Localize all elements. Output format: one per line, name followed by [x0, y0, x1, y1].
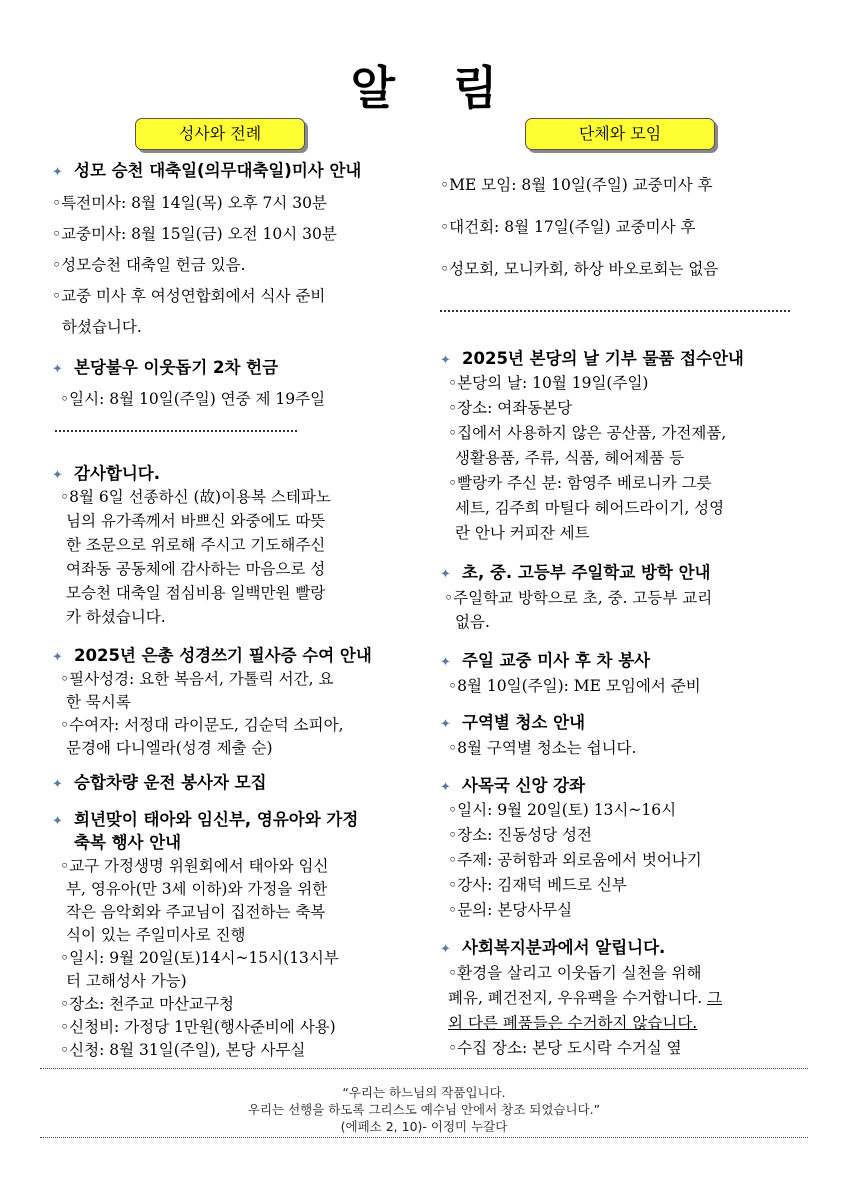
section-heading: ✦ 2025년 은총 성경쓰기 필사증 수여 안내 — [52, 645, 372, 669]
section-heading: ✦ 주일 교중 미사 후 차 봉사 — [440, 650, 650, 674]
text-line: ◦신청비: 가정당 1만원(행사준비에 사용) — [60, 1018, 336, 1036]
text-line: 님의 유가족께서 바쁘신 와중에도 따뜻 — [66, 512, 326, 530]
text-line: 모승천 대축일 점심비용 일백만원 빨랑 — [66, 584, 326, 602]
section-heading: ✦ 초, 중. 고등부 주일학교 방학 안내 — [440, 562, 710, 586]
text-line: ◦성모승천 대축일 헌금 있음. — [52, 256, 246, 274]
text-line: ◦성모회, 모니카회, 하상 바오로회는 없음 — [440, 260, 719, 278]
section-heading: ✦ 구역별 청소 안내 — [440, 712, 585, 736]
text-line: ◦환경을 살리고 이웃돕기 실천을 위해 — [448, 964, 702, 982]
text-line: ◦수여자: 서정대 라이문도, 김순덕 소피아, — [60, 716, 344, 734]
text-line: ◦수집 장소: 본당 도시락 수거실 옆 — [448, 1039, 682, 1057]
section-heading: ✦ 승합차량 운전 봉사자 모집 — [52, 772, 267, 796]
text-line: 여좌동 공동체에 감사하는 마음으로 성 — [66, 560, 326, 578]
text-line: 터 고해성사 가능) — [66, 972, 187, 990]
dotted-divider — [55, 430, 297, 432]
diamond-bullet-icon: ✦ — [440, 942, 451, 957]
text-line: ◦8월 6일 선종하신 (故)이용복 스테파노 — [60, 488, 331, 506]
text-line: 작은 음악회와 주교님이 집전하는 축복 — [66, 903, 326, 921]
diamond-bullet-icon: ✦ — [52, 650, 63, 665]
diamond-bullet-icon: ✦ — [440, 353, 451, 368]
text-line: ◦대건회: 8월 17일(주일) 교중미사 후 — [440, 218, 696, 236]
text-line: 식이 있는 주일미사로 진행 — [66, 926, 246, 944]
text-line: ◦필사성경: 요한 복음서, 가톨릭 서간, 요 — [60, 670, 334, 688]
diamond-bullet-icon: ✦ — [440, 655, 451, 670]
text-line: 문경애 다니엘라(성경 제출 순) — [66, 739, 273, 757]
text-line: ◦집에서 사용하지 않은 공산품, 가전제품, — [448, 424, 727, 442]
text-line: 부, 영유아(만 3세 이하)와 가정을 위한 — [66, 880, 328, 898]
text-line-underlined: 외 다른 폐품들은 수거하지 않습니다. — [448, 1014, 698, 1032]
section-heading: ✦ 2025년 본당의 날 기부 물품 접수안내 — [440, 348, 744, 372]
text-line: ◦8월 10일(주일): ME 모임에서 준비 — [448, 677, 701, 695]
diamond-bullet-icon: ✦ — [440, 567, 451, 582]
text-line: 없음. — [455, 613, 490, 631]
footer-quote-line: 우리는 선행을 하도록 그리스도 예수님 안에서 창조 되었습니다.” — [247, 1102, 601, 1117]
diamond-bullet-icon: ✦ — [440, 717, 451, 732]
footer-quote-line: “우리는 하느님의 작품입니다. — [342, 1085, 506, 1100]
section-heading: ✦ 감사합니다. — [52, 463, 160, 487]
text-line: 란 안나 커피잔 세트 — [455, 524, 590, 542]
page-title: 알림 — [350, 61, 556, 115]
right-section-tab: 단체와 모임 — [525, 118, 715, 150]
text-line: 폐유, 폐건전지, 우유팩을 수거합니다. 그 — [448, 989, 723, 1007]
text-line: ◦장소: 여좌동본당 — [448, 399, 573, 417]
text-line: 한 조문으로 위로해 주시고 기도해주신 — [66, 536, 326, 554]
section-heading: ✦ 성모 승천 대축일(의무대축일)미사 안내 — [52, 160, 361, 184]
section-heading: ✦ 사목국 신앙 강좌 — [440, 775, 585, 799]
section-heading: ✦ 사회복지분과에서 알립니다. — [440, 937, 665, 961]
text-line: ◦문의: 본당사무실 — [448, 901, 573, 919]
diamond-bullet-icon: ✦ — [52, 777, 63, 792]
text-line: ◦교구 가정생명 위원회에서 태아와 임신 — [60, 857, 329, 875]
text-line: ◦주일학교 방학으로 초, 중. 고등부 교리 — [444, 589, 713, 607]
text-line: 카 하셨습니다. — [66, 608, 166, 626]
text-line: 하셨습니다. — [62, 318, 142, 336]
footer-top-divider — [40, 1068, 808, 1069]
footer-citation: (에페소 2, 10)- 이정미 누갈다 — [340, 1119, 508, 1134]
diamond-bullet-icon: ✦ — [52, 814, 63, 829]
text-line: ◦교중 미사 후 여성연합회에서 식사 준비 — [52, 287, 326, 305]
text-line: ◦주제: 공허함과 외로움에서 벗어나기 — [448, 851, 702, 869]
diamond-bullet-icon: ✦ — [440, 780, 451, 795]
text-line: ◦장소: 천주교 마산교구청 — [60, 995, 234, 1013]
text-line: ◦특전미사: 8월 14일(목) 오후 7시 30분 — [52, 194, 327, 212]
text-line: ◦8월 구역별 청소는 쉽니다. — [448, 739, 637, 757]
text-line: ◦빨랑카 주신 분: 함영주 베로니카 그릇 — [448, 474, 712, 492]
text-line: ◦본당의 날: 10월 19일(주일) — [448, 374, 649, 392]
text-line: 한 묵시록 — [66, 693, 131, 711]
text-line: ◦강사: 김재덕 베드로 신부 — [448, 876, 627, 894]
text-line: ◦장소: 진동성당 성전 — [448, 826, 593, 844]
text-line: 세트, 김주희 마틸다 헤어드라이기, 성영 — [455, 499, 725, 517]
diamond-bullet-icon: ✦ — [52, 362, 63, 377]
section-heading-cont: 축복 행사 안내 — [74, 833, 182, 852]
footer-bottom-divider — [40, 1137, 808, 1138]
section-heading: ✦ 본당불우 이웃돕기 2차 헌금 — [52, 357, 278, 381]
text-line: ◦일시: 9월 20일(토)14시~15시(13시부 — [60, 949, 339, 967]
diamond-bullet-icon: ✦ — [52, 468, 63, 483]
section-heading: ✦ 희년맞이 태아와 임신부, 영유아와 가정 — [52, 809, 358, 833]
text-line: ◦교중미사: 8월 15일(금) 오전 10시 30분 — [52, 225, 337, 243]
dotted-divider — [440, 310, 790, 312]
text-line: 생활용품, 주류, 식품, 헤어제품 등 — [455, 449, 685, 467]
text-line: ◦ME 모임: 8월 10일(주일) 교중미사 후 — [440, 176, 713, 194]
text-line: ◦신청: 8월 31일(주일), 본당 사무실 — [60, 1041, 306, 1059]
diamond-bullet-icon: ✦ — [52, 165, 63, 180]
text-line: ◦일시: 8월 10일(주일) 연중 제 19주일 — [60, 390, 326, 408]
left-section-tab: 성사와 전례 — [135, 118, 305, 150]
text-line: ◦일시: 9월 20일(토) 13시~16시 — [448, 801, 677, 819]
